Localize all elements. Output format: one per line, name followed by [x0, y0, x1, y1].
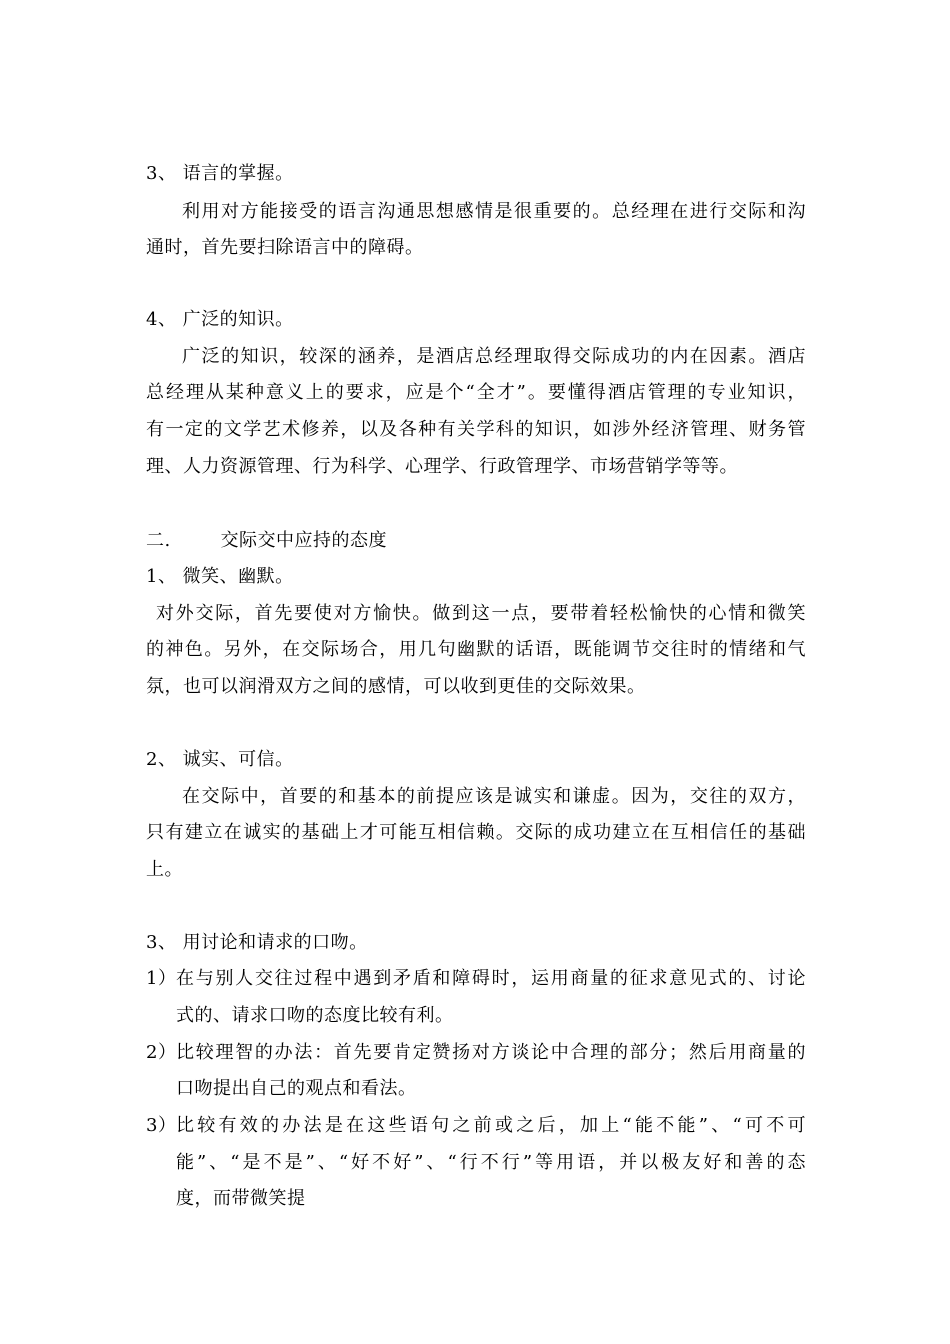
paragraph-line: 对外交际，首先要使对方愉快。做到这一点，要带着轻松愉快的心情和微笑 [156, 603, 806, 624]
section-heading: 二. 交际交中应持的态度 [146, 530, 387, 551]
paragraph-line: 只有建立在诚实的基础上才可能互相信赖。交际的成功建立在互相信任的基础 [146, 822, 806, 843]
paragraph-line: 的神色。另外，在交际场合，用几句幽默的话语，既能调节交往时的情绪和气 [146, 639, 806, 660]
heading-discussion-tone: 3、 用讨论和请求的口吻。 [146, 932, 368, 953]
heading-language: 3、 语言的掌握。 [146, 163, 294, 184]
list-item-line: 度，而带微笑提 [176, 1188, 306, 1209]
paragraph-line: 有一定的文学艺术修养，以及各种有关学科的知识，如涉外经济管理、财务管 [146, 419, 806, 440]
heading-knowledge: 4、 广泛的知识。 [146, 309, 294, 330]
paragraph-line: 广泛的知识，较深的涵养，是酒店总经理取得交际成功的内在因素。酒店 [182, 346, 806, 367]
heading-honesty: 2、 诚实、可信。 [146, 749, 294, 770]
list-item-line: 比较理智的办法：首先要肯定赞扬对方谈论中合理的部分；然后用商量的 [176, 1042, 806, 1063]
list-number: 3） [146, 1115, 177, 1136]
paragraph-line: 通时，首先要扫除语言中的障碍。 [146, 237, 424, 258]
list-item-line: 比较有效的办法是在这些语句之前或之后，加上“能不能”、“可不可 [176, 1115, 806, 1136]
paragraph-line: 总经理从某种意义上的要求，应是个“全才”。要懂得酒店管理的专业知识， [146, 382, 806, 403]
paragraph-line: 氛，也可以润滑双方之间的感情，可以收到更佳的交际效果。 [146, 676, 646, 697]
list-item-line: 式的、请求口吻的态度比较有利。 [176, 1005, 454, 1026]
list-item-line: 口吻提出自己的观点和看法。 [176, 1078, 417, 1099]
paragraph-line: 上。 [146, 859, 183, 880]
list-item-line: 能”、“是不是”、“好不好”、“行不行”等用语，并以极友好和善的态 [176, 1152, 806, 1173]
list-item-line: 在与别人交往过程中遇到矛盾和障碍时，运用商量的征求意见式的、讨论 [176, 968, 806, 989]
paragraph-line: 在交际中，首要的和基本的前提应该是诚实和谦虚。因为，交往的双方， [182, 786, 806, 807]
paragraph-line: 理、人力资源管理、行为科学、心理学、行政管理学、市场营销学等等。 [146, 456, 738, 477]
heading-smile-humor: 1、 微笑、幽默。 [146, 566, 294, 587]
list-number: 1） [146, 968, 177, 989]
paragraph-line: 利用对方能接受的语言沟通思想感情是很重要的。总经理在进行交际和沟 [182, 201, 806, 222]
list-number: 2） [146, 1042, 177, 1063]
